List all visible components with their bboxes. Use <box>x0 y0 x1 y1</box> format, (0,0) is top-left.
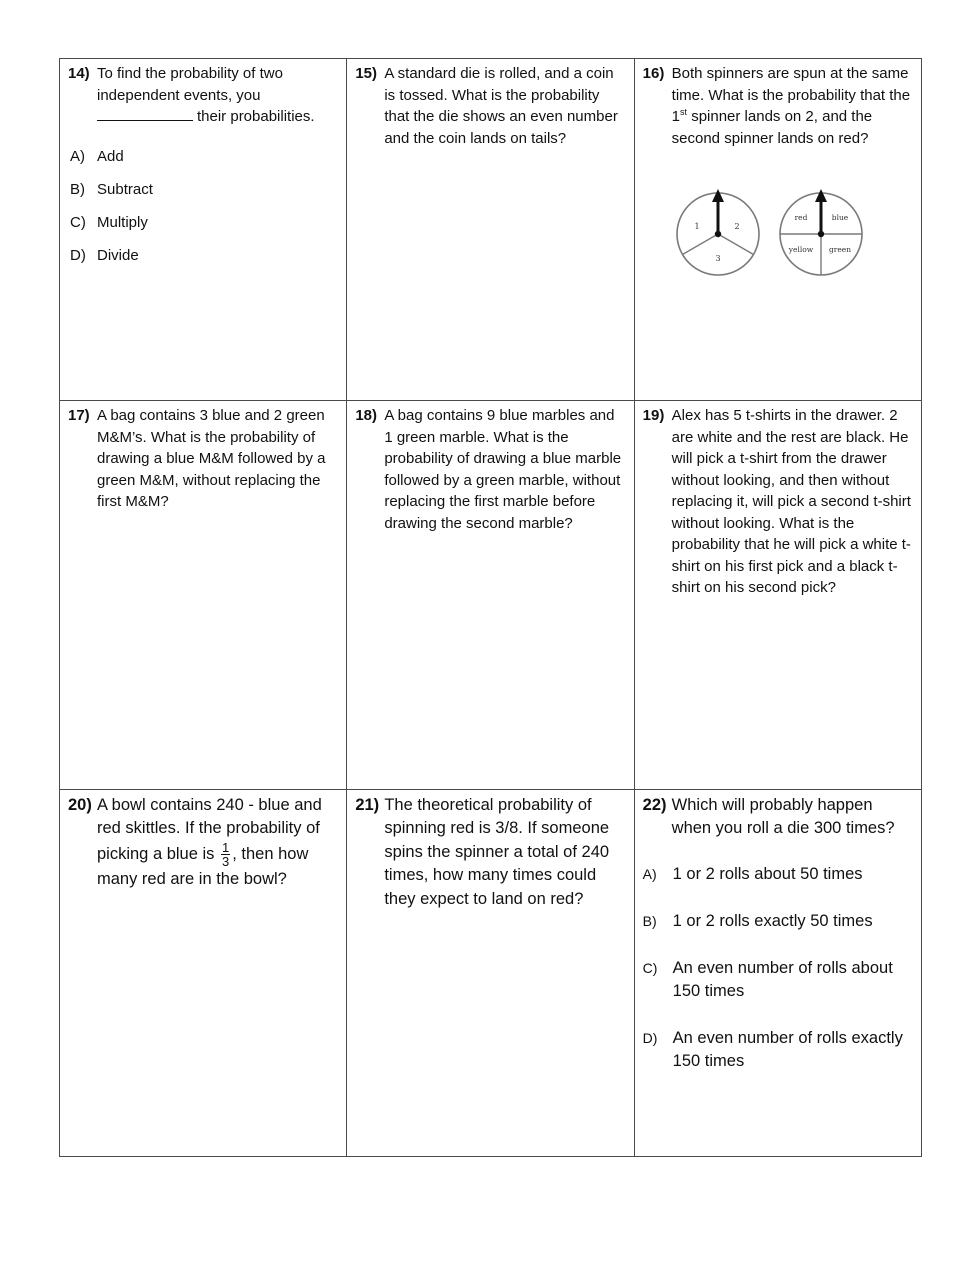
question-17-cell <box>60 401 347 789</box>
answer-choices <box>68 148 338 264</box>
question-14-cell <box>60 59 347 401</box>
question-number: 16) <box>642 65 665 82</box>
question-number: 18) <box>355 407 378 425</box>
spinner-1-label: 2 <box>734 222 740 231</box>
spinner-2-label: blue <box>831 213 848 222</box>
question-number: 20) <box>68 795 92 814</box>
question-text: To find the probability of two independent events, you <box>97 65 283 104</box>
spinner-1 <box>677 189 759 275</box>
answer-blank <box>97 106 193 121</box>
question-22-cell <box>634 789 921 1156</box>
fraction-numerator: 1 <box>222 839 230 855</box>
spinner-1-pivot <box>714 231 720 237</box>
question-15 <box>355 63 625 149</box>
question-18 <box>355 405 625 534</box>
spinner-1-label: 1 <box>694 222 700 231</box>
spinners-figure <box>675 187 913 279</box>
question-20-cell <box>60 789 347 1156</box>
question-16-cell <box>634 59 921 401</box>
question-text: Which will probably happen when you roll a die 300 times? <box>671 795 895 838</box>
question-number: 19) <box>642 407 665 425</box>
question-text-end: their probabilities. <box>197 108 315 125</box>
choice-b[interactable]: B) 1 or 2 rolls exactly 50 times <box>642 911 873 930</box>
spinner-2-pivot <box>817 231 823 237</box>
question-number: 14) <box>68 65 90 82</box>
choice-d[interactable]: D) Divide <box>70 246 139 264</box>
spinner-1-arrowhead <box>712 189 724 202</box>
question-text: A standard die is rolled, and a coin is tossed. What is the probability that the die shows an even number and the coin lands on tails? <box>384 65 618 147</box>
question-text: A bowl contains 240 - blue and red skittles. If the probability of picking a blue is <box>97 795 322 863</box>
question-19-cell <box>634 401 921 789</box>
spinner-2-label: green <box>828 245 851 254</box>
choice-d[interactable]: D) An even number of rolls exactly 150 times <box>642 1028 903 1070</box>
question-16 <box>643 63 913 149</box>
question-number: 21) <box>355 795 380 814</box>
question-text: A bag contains 9 blue marbles and 1 green marble. What is the probability of drawing a blue marble followed by a green marble, without replacing the first marble before drawing the second marble? <box>384 407 622 532</box>
question-text: A bag contains 3 blue and 2 green M&M’s. What is the probability of drawing a blue M&M followed by a green M&M, without replacing the first M&M? <box>97 407 326 511</box>
choice-b[interactable]: B) Subtract <box>70 180 153 198</box>
question-20 <box>68 794 338 892</box>
question-21-cell <box>347 789 634 1156</box>
spinners-svg <box>675 187 867 279</box>
question-18-cell <box>347 401 634 789</box>
spinner-2-label: yellow <box>788 245 813 254</box>
fraction-denominator: 3 <box>222 853 230 869</box>
question-text-end: spinner lands on 2, and the second spinner lands on red? <box>671 108 873 147</box>
question-17 <box>68 405 338 513</box>
worksheet-grid <box>59 58 922 1157</box>
spinner-1-label: 3 <box>715 254 721 263</box>
question-text: The theoretical probability of spinning red is 3/8. If someone spins the spinner a total of 240 times, how many times could they expect to land on red? <box>384 795 610 908</box>
choice-a[interactable]: A) Add <box>70 147 124 165</box>
spinner-2 <box>780 189 862 275</box>
question-14 <box>68 63 338 128</box>
spinner-1-divider <box>718 234 754 255</box>
question-19 <box>643 405 913 599</box>
answer-choices <box>643 863 913 1073</box>
question-text-end: , then how many red are in the bowl? <box>97 844 309 888</box>
question-number: 17) <box>68 407 90 425</box>
question-21 <box>355 794 625 912</box>
question-number: 22) <box>642 795 667 814</box>
choice-a[interactable]: A) 1 or 2 rolls about 50 times <box>642 864 863 883</box>
question-text: Alex has 5 t-shirts in the drawer. 2 are white and the rest are black. He will pick a t-shirt from the drawer without looking, and then without replacing it, will pick a second t-shirt without looking. What is the probability that he will pick a white t-shirt on his first pick and a black t-shirt on his second pick? <box>671 407 911 597</box>
question-15-cell <box>347 59 634 401</box>
ordinal-suffix: st <box>680 107 688 117</box>
spinner-2-label: red <box>794 213 808 222</box>
choice-c[interactable]: C) Multiply <box>70 213 148 231</box>
spinner-1-divider <box>682 234 718 255</box>
question-22 <box>643 794 913 841</box>
spinner-2-arrowhead <box>815 189 827 202</box>
question-text: Both spinners are spun at the same time. What is the probability that the 1 <box>671 65 911 125</box>
choice-c[interactable]: C) An even number of rolls about 150 times <box>642 958 893 1000</box>
question-number: 15) <box>355 65 378 82</box>
fraction <box>221 841 230 868</box>
